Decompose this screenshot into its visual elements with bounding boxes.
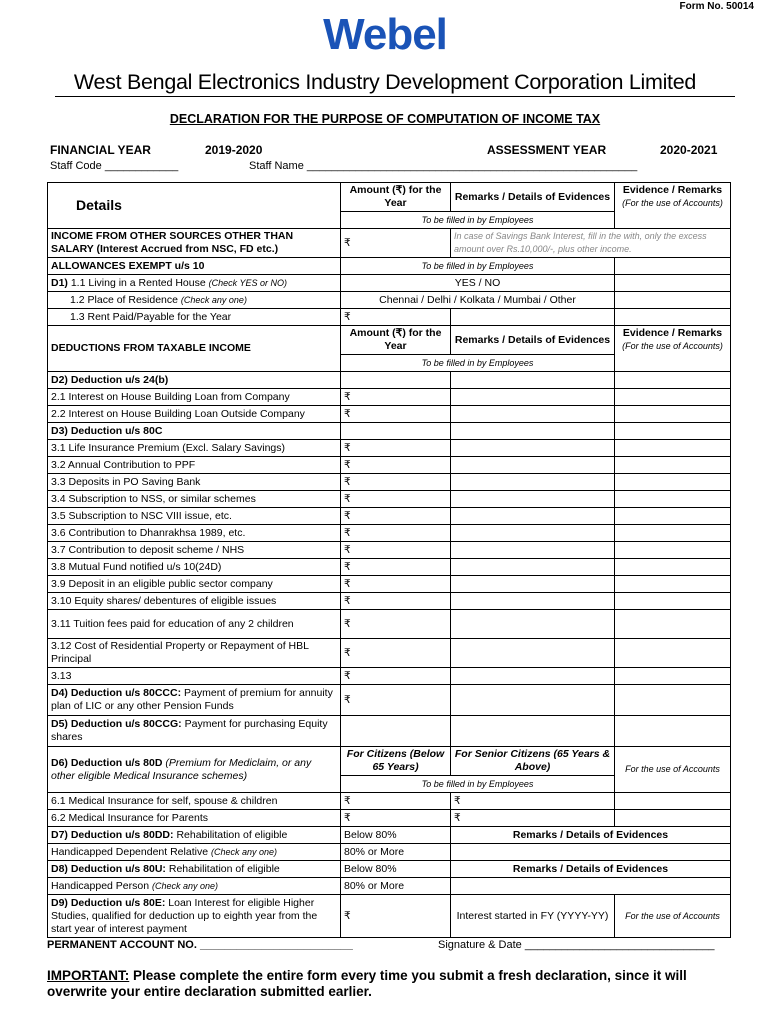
empty-cell bbox=[341, 423, 451, 440]
amount-cell[interactable]: ₹ bbox=[341, 668, 451, 685]
d4-text: Payment of premium for annuity plan of LIC or any other Pension Funds bbox=[51, 687, 333, 712]
evidence-cell[interactable] bbox=[615, 457, 731, 474]
d8-remarks-header: Remarks / Details of Evidences bbox=[451, 861, 731, 878]
empty-cell bbox=[451, 372, 615, 389]
d1-prefix: D1) bbox=[51, 276, 68, 289]
table-row bbox=[48, 457, 731, 474]
table-row bbox=[48, 440, 731, 457]
table-row bbox=[48, 491, 731, 508]
evidence-cell[interactable] bbox=[615, 639, 731, 668]
amount-cell[interactable]: ₹ bbox=[341, 457, 451, 474]
empty-cell bbox=[341, 372, 451, 389]
amount-cell[interactable]: ₹ bbox=[341, 610, 451, 639]
remarks-cell[interactable] bbox=[451, 389, 615, 406]
remarks-cell[interactable] bbox=[451, 406, 615, 423]
deductions-header: DEDUCTIONS FROM TAXABLE INCOME bbox=[48, 326, 341, 372]
d3-header: D3) Deduction u/s 80C bbox=[48, 423, 341, 440]
evidence-col-header: Evidence / Remarks bbox=[622, 184, 723, 196]
row-label: 3.12 Cost of Residential Property or Repayment of HBL Principal bbox=[48, 639, 341, 668]
table-row bbox=[48, 639, 731, 668]
d1-2-note: (Check any one) bbox=[180, 294, 247, 305]
income-other-sources: INCOME FROM OTHER SOURCES OTHER THAN SALARY (Interest Accrued from NSC, FD etc.) bbox=[48, 229, 341, 258]
interest-started[interactable]: Interest started in FY (YYYY-YY) bbox=[451, 895, 615, 938]
city-choice[interactable]: Chennai / Delhi / Kolkata / Mumbai / Other bbox=[341, 292, 615, 309]
evidence-col-header-2: Evidence / Remarks bbox=[622, 327, 723, 339]
remarks-cell[interactable] bbox=[451, 309, 615, 326]
d1-2-label: 1.2 Place of Residence bbox=[70, 293, 178, 306]
table-row bbox=[48, 474, 731, 491]
fill-by-employees-3: To be filled in by Employees bbox=[341, 355, 615, 372]
amount-cell[interactable]: ₹ bbox=[341, 639, 451, 668]
d5-head: D5) Deduction u/s 80CCG: bbox=[51, 718, 182, 730]
remarks-cell[interactable] bbox=[451, 610, 615, 639]
remarks-cell[interactable] bbox=[451, 542, 615, 559]
remarks-cell[interactable] bbox=[451, 525, 615, 542]
remarks-col-header-2: Remarks / Details of Evidences bbox=[451, 326, 615, 355]
amount-cell[interactable]: ₹ bbox=[341, 793, 451, 810]
table-row bbox=[48, 406, 731, 423]
savings-bank-note: In case of Savings Bank Interest, fill in the with, only the excess amount over Rs.10,000/-, plus other income. bbox=[451, 229, 731, 258]
d1-1-label: 1.1 Living in a Rented House bbox=[70, 276, 206, 289]
evidence-cell[interactable] bbox=[615, 685, 731, 716]
evidence-cell[interactable] bbox=[615, 309, 731, 326]
row-label: 3.7 Contribution to deposit scheme / NHS bbox=[48, 542, 341, 559]
d7-text: Rehabilitation of eligible bbox=[176, 828, 288, 841]
row-label: 3.13 bbox=[48, 668, 341, 685]
important-label: IMPORTANT: bbox=[47, 968, 130, 983]
remarks-cell[interactable]: ₹ bbox=[451, 793, 615, 810]
evidence-cell[interactable] bbox=[615, 389, 731, 406]
table-row bbox=[48, 593, 731, 610]
webel-logo: Webel bbox=[323, 10, 447, 59]
evidence-cell[interactable] bbox=[615, 491, 731, 508]
remarks-cell[interactable] bbox=[451, 457, 615, 474]
d1-3-label: 1.3 Rent Paid/Payable for the Year bbox=[48, 309, 341, 326]
important-text: Please complete the entire form every time you submit a fresh declaration, since it will overwrite your entire declaration submitted earlier. bbox=[47, 968, 687, 999]
row-label: 3.9 Deposit in an eligible public sector company bbox=[48, 576, 341, 593]
empty-cell bbox=[615, 423, 731, 440]
details-header: Details bbox=[48, 183, 341, 229]
page-title: DECLARATION FOR THE PURPOSE OF COMPUTATION OF INCOME TAX bbox=[169, 112, 601, 126]
remarks-cell[interactable] bbox=[451, 491, 615, 508]
d6-head: D6) Deduction u/s 80D bbox=[51, 756, 163, 769]
d9-text: Loan Interest for eligible Higher Studies, qualified for deduction up to eighth year from the start year of interest payment bbox=[51, 896, 318, 935]
d8-remarks[interactable] bbox=[451, 878, 731, 895]
row-label: 3.5 Subscription to NSC VIII issue, etc. bbox=[48, 508, 341, 525]
evidence-cell[interactable] bbox=[615, 525, 731, 542]
header-divider bbox=[55, 96, 735, 97]
amount-col-header-2: Amount (₹) for the Year bbox=[341, 326, 451, 355]
amount-cell[interactable]: ₹ bbox=[341, 491, 451, 508]
evidence-cell[interactable] bbox=[615, 474, 731, 491]
remarks-cell[interactable] bbox=[451, 685, 615, 716]
declaration-table bbox=[47, 182, 731, 938]
staff-code-field[interactable]: Staff Code ____________ bbox=[50, 160, 179, 172]
remarks-cell[interactable] bbox=[451, 639, 615, 668]
evidence-cell[interactable] bbox=[615, 610, 731, 639]
evidence-cell[interactable] bbox=[615, 793, 731, 810]
empty-cell bbox=[451, 423, 615, 440]
d7-remarks-header: Remarks / Details of Evidences bbox=[451, 827, 731, 844]
table-row bbox=[48, 389, 731, 406]
d9-head: D9) Deduction u/s 80E: bbox=[51, 896, 166, 909]
table-row bbox=[48, 508, 731, 525]
row-label: 3.4 Subscription to NSS, or similar schemes bbox=[48, 491, 341, 508]
evidence-cell[interactable] bbox=[615, 668, 731, 685]
amount-cell[interactable]: ₹ bbox=[341, 508, 451, 525]
row-label: 3.2 Annual Contribution to PPF bbox=[48, 457, 341, 474]
citizens-header: For Citizens (Below 65 Years) bbox=[341, 747, 451, 776]
d7-above80[interactable]: 80% or More bbox=[341, 844, 451, 861]
fill-by-employees-2: To be filled in by Employees bbox=[341, 258, 615, 275]
evidence-cell[interactable] bbox=[615, 542, 731, 559]
fill-by-employees: To be filled in by Employees bbox=[341, 212, 615, 229]
row-label: 3.6 Contribution to Dhanrakhsa 1989, etc. bbox=[48, 525, 341, 542]
d8-text2: Handicapped Person bbox=[51, 879, 150, 892]
row-label: 6.2 Medical Insurance for Parents bbox=[48, 810, 341, 827]
remarks-cell[interactable] bbox=[451, 576, 615, 593]
amount-cell[interactable]: ₹ bbox=[341, 474, 451, 491]
evidence-cell[interactable] bbox=[615, 440, 731, 457]
amount-cell[interactable]: ₹ bbox=[341, 542, 451, 559]
fy-value: 2019-2020 bbox=[205, 143, 263, 157]
amount-cell[interactable]: ₹ bbox=[341, 525, 451, 542]
row-label: 3.10 Equity shares/ debentures of eligible issues bbox=[48, 593, 341, 610]
d8-text: Rehabilitation of eligible bbox=[168, 862, 280, 875]
empty-cell bbox=[615, 372, 731, 389]
table-row bbox=[48, 810, 731, 827]
table-row bbox=[48, 793, 731, 810]
remarks-cell[interactable] bbox=[451, 593, 615, 610]
remarks-cell[interactable] bbox=[451, 668, 615, 685]
d7-head: D7) Deduction u/s 80DD: bbox=[51, 828, 174, 841]
d8-head: D8) Deduction u/s 80U: bbox=[51, 862, 166, 875]
signature-field[interactable]: Signature & Date _______________________________ bbox=[438, 939, 715, 951]
amount-cell[interactable]: ₹ bbox=[341, 406, 451, 423]
remarks-cell[interactable] bbox=[451, 474, 615, 491]
ay-value: 2020-2021 bbox=[660, 143, 718, 157]
row-label: 2.1 Interest on House Building Loan from Company bbox=[48, 389, 341, 406]
remarks-cell[interactable] bbox=[451, 559, 615, 576]
amount-cell[interactable]: ₹ bbox=[341, 440, 451, 457]
table-row bbox=[48, 559, 731, 576]
evidence-cell[interactable] bbox=[615, 716, 731, 747]
d8-below80[interactable]: Below 80% bbox=[341, 861, 451, 878]
d6-text: (Premium for Mediclaim, or any other eligible Medical Insurance schemes) bbox=[51, 756, 312, 782]
d8-note: (Check any one) bbox=[152, 880, 219, 891]
evidence-cell[interactable] bbox=[615, 275, 731, 292]
d7-remarks[interactable] bbox=[451, 844, 731, 861]
table-row bbox=[48, 525, 731, 542]
remarks-col-header: Remarks / Details of Evidences bbox=[451, 183, 615, 212]
income-amount[interactable]: ₹ bbox=[341, 229, 451, 258]
d5-amount[interactable] bbox=[341, 716, 451, 747]
evidence-col-sub: (For the use of Accounts) bbox=[622, 198, 723, 208]
amount-cell[interactable]: ₹ bbox=[341, 389, 451, 406]
evidence-cell[interactable] bbox=[615, 292, 731, 309]
d7-below80[interactable]: Below 80% bbox=[341, 827, 451, 844]
d9-accounts-use: For the use of Accounts bbox=[615, 895, 731, 938]
evidence-cell[interactable] bbox=[615, 593, 731, 610]
d4-head: D4) Deduction u/s 80CCC: bbox=[51, 687, 182, 699]
evidence-cell[interactable] bbox=[615, 576, 731, 593]
evidence-cell[interactable] bbox=[615, 406, 731, 423]
senior-citizens-header: For Senior Citizens (65 Years & Above) bbox=[451, 747, 615, 776]
organization-name: West Bengal Electronics Industry Development Corporation Limited bbox=[73, 70, 697, 94]
d5-text: Payment for purchasing Equity shares bbox=[51, 718, 328, 743]
evidence-cell[interactable] bbox=[615, 810, 731, 827]
evidence-cell[interactable] bbox=[615, 559, 731, 576]
row-label: 6.1 Medical Insurance for self, spouse & children bbox=[48, 793, 341, 810]
allowances-exempt: ALLOWANCES EXEMPT u/s 10 bbox=[48, 258, 341, 275]
evidence-cell[interactable] bbox=[615, 508, 731, 525]
remarks-cell[interactable]: ₹ bbox=[451, 810, 615, 827]
amount-cell[interactable]: ₹ bbox=[341, 559, 451, 576]
form-number: Form No. 50014 bbox=[679, 1, 754, 12]
important-note bbox=[47, 968, 737, 1000]
accounts-use: For the use of Accounts bbox=[615, 747, 731, 793]
table-row bbox=[48, 576, 731, 593]
ay-label: ASSESSMENT YEAR bbox=[487, 143, 607, 157]
row-label: 3.11 Tuition fees paid for education of any 2 children bbox=[48, 610, 341, 639]
d1-1-note: (Check YES or NO) bbox=[208, 277, 287, 288]
row-label: 2.2 Interest on House Building Loan Outside Company bbox=[48, 406, 341, 423]
d7-note: (Check any one) bbox=[210, 846, 277, 857]
remarks-cell[interactable] bbox=[451, 440, 615, 457]
d2-header: D2) Deduction u/s 24(b) bbox=[48, 372, 341, 389]
table-row bbox=[48, 668, 731, 685]
d9-amount[interactable]: ₹ bbox=[341, 895, 451, 938]
d7-text2: Handicapped Dependent Relative bbox=[51, 845, 209, 858]
row-label: 3.1 Life Insurance Premium (Excl. Salary Savings) bbox=[48, 440, 341, 457]
amount-cell[interactable]: ₹ bbox=[341, 810, 451, 827]
d8-above80[interactable]: 80% or More bbox=[341, 878, 451, 895]
evidence-col-sub-2: (For the use of Accounts) bbox=[622, 341, 723, 351]
amount-col-header: Amount (₹) for the Year bbox=[341, 183, 451, 212]
remarks-cell[interactable] bbox=[451, 716, 615, 747]
fy-label: FINANCIAL YEAR bbox=[50, 143, 151, 157]
pan-field[interactable]: PERMANENT ACCOUNT NO. _________________________ bbox=[47, 939, 353, 951]
rent-amount[interactable]: ₹ bbox=[341, 309, 451, 326]
fill-by-employees-4: To be filled in by Employees bbox=[341, 776, 615, 793]
table-row bbox=[48, 610, 731, 639]
remarks-cell[interactable] bbox=[451, 508, 615, 525]
yes-no-choice[interactable]: YES / NO bbox=[341, 275, 615, 292]
amount-cell[interactable]: ₹ bbox=[341, 576, 451, 593]
evidence-cell[interactable] bbox=[615, 258, 731, 275]
d4-amount[interactable]: ₹ bbox=[341, 685, 451, 716]
amount-cell[interactable]: ₹ bbox=[341, 593, 451, 610]
staff-name-field[interactable]: Staff Name ______________________________________________________ bbox=[249, 160, 638, 172]
row-label: 3.3 Deposits in PO Saving Bank bbox=[48, 474, 341, 491]
table-row bbox=[48, 542, 731, 559]
row-label: 3.8 Mutual Fund notified u/s 10(24D) bbox=[48, 559, 341, 576]
